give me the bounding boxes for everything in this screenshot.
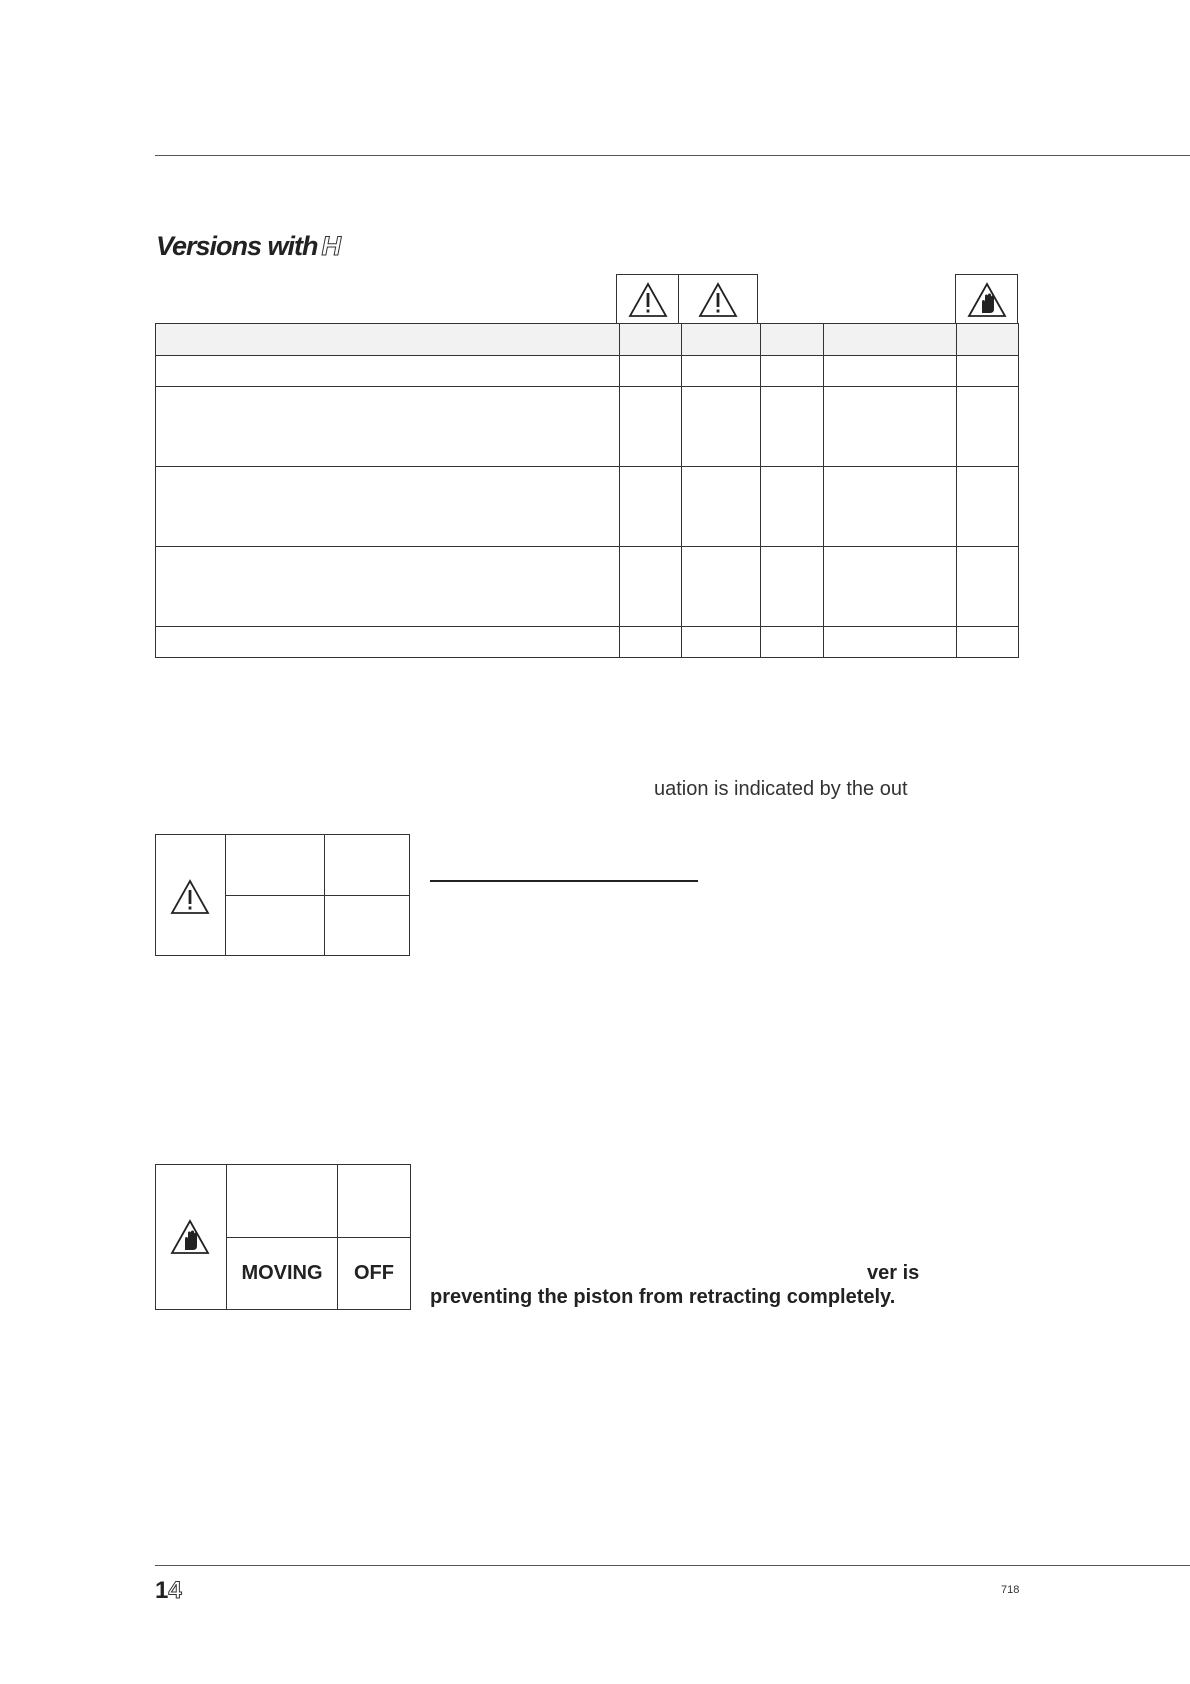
table-cell [824, 387, 957, 467]
table-cell [761, 627, 824, 658]
table-cell [682, 387, 761, 467]
section-title-text: Versions with [156, 231, 318, 261]
heading-underline [430, 880, 698, 882]
document-code: 718 [1001, 1584, 1020, 1596]
table-cell [156, 467, 620, 547]
table-cell [156, 324, 620, 356]
table-cell [761, 387, 824, 467]
table-cell [682, 547, 761, 627]
table-cell [761, 324, 824, 356]
table-cell [824, 356, 957, 387]
table-cell [957, 387, 1019, 467]
table-cell [957, 324, 1019, 356]
moving-state-label: MOVING [241, 1262, 323, 1284]
table-cell [824, 324, 957, 356]
warning-column-icon-2 [678, 274, 758, 324]
warning-column-icon-1 [616, 274, 679, 324]
table-cell [761, 547, 824, 627]
table-cell [824, 467, 957, 547]
stop-panel [155, 1164, 411, 1310]
table-row [156, 547, 1019, 627]
stop-hand-icon [967, 282, 1007, 318]
table-cell [824, 547, 957, 627]
panel-cell [338, 1165, 410, 1237]
table-cell [620, 356, 682, 387]
page-number [155, 1577, 182, 1605]
table-row [156, 627, 1019, 658]
panel-cell [227, 1165, 337, 1237]
table-cell [156, 356, 620, 387]
table-cell [957, 467, 1019, 547]
stop-hand-icon [170, 1219, 210, 1260]
section-title-outline-letter: H [321, 231, 341, 261]
page-number-outline-digit: 4 [168, 1577, 182, 1604]
table-cell [682, 627, 761, 658]
intro-text: uation is indicated by the out [654, 778, 908, 800]
section-title [156, 231, 340, 262]
status-table [155, 323, 1019, 658]
table-cell [761, 467, 824, 547]
table-row [156, 356, 1019, 387]
panel-cell [325, 896, 409, 955]
table-row [156, 467, 1019, 547]
warning-triangle-icon [698, 282, 738, 318]
table-cell [824, 627, 957, 658]
warning-triangle-icon [170, 879, 210, 920]
table-header-row [156, 324, 1019, 356]
stop-column-icon [955, 274, 1018, 324]
table-cell [156, 627, 620, 658]
panel-cell [325, 835, 409, 895]
table-cell [957, 356, 1019, 387]
table-cell [620, 387, 682, 467]
table-cell [957, 627, 1019, 658]
header-rule [155, 155, 1190, 156]
table-cell [761, 356, 824, 387]
table-cell [156, 387, 620, 467]
table-cell [682, 324, 761, 356]
table-cell [620, 324, 682, 356]
table-cell [156, 547, 620, 627]
table-cell [682, 356, 761, 387]
warning-triangle-icon [628, 282, 668, 318]
table-cell [620, 627, 682, 658]
warning-panel [155, 834, 410, 956]
table-cell [682, 467, 761, 547]
table-row [156, 387, 1019, 467]
table-cell [957, 547, 1019, 627]
panel-cell [226, 896, 324, 955]
table-cell [620, 467, 682, 547]
stop-text-line-2: preventing the piston from retracting completely. [430, 1286, 896, 1308]
stop-text-line-1: ver is [867, 1262, 920, 1284]
footer-rule [155, 1565, 1190, 1566]
table-cell [620, 547, 682, 627]
panel-cell [226, 835, 324, 895]
page-number-digit: 1 [155, 1577, 169, 1604]
off-output-label: OFF [354, 1262, 394, 1284]
